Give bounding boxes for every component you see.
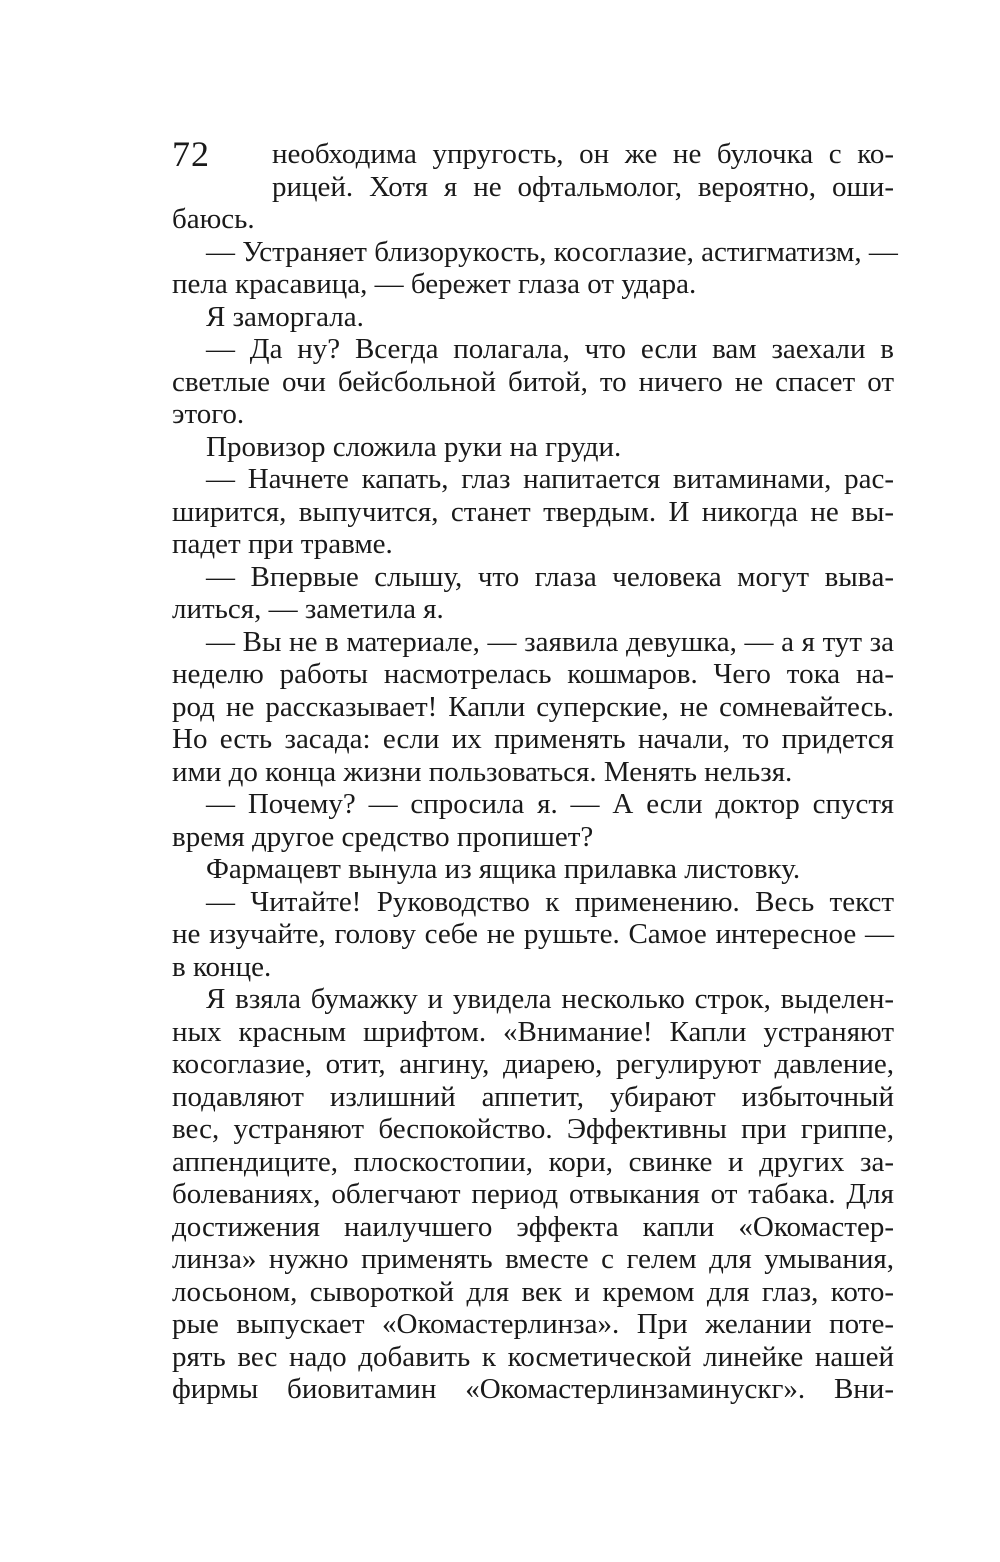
text-line: — Начнете капать, глаз напитается витаминами, рас- (206, 463, 894, 495)
text-line: рять вес надо добавить к косметической линейке нашей (172, 1340, 894, 1373)
text-line: косоглазие, отит, ангину, диарею, регулируют давление, (172, 1048, 894, 1080)
text-line: падет при травме. (172, 528, 393, 560)
text-line: ими до конца жизни пользоваться. Менять нельзя. (172, 755, 793, 788)
text-line: — Впервые слышу, что глаза человека могут вывa- (206, 560, 894, 593)
text-line: в конце. (172, 950, 272, 983)
text-line: этого. (172, 398, 245, 430)
text-line: неделю работы насмотрелась кошмаров. Чего тока на- (172, 658, 894, 690)
text-line: Провизор сложила руки на груди. (206, 430, 622, 463)
text-line: не изучайте, голову себе не рушьте. Самое интересное — (172, 918, 894, 950)
text-line: литься, — заметила я. (172, 593, 444, 625)
text-line: род не рассказывает! Капли суперские, не сомневайтесь. (172, 690, 894, 723)
text-line: — Вы не в материале, — заявила девушка, — а я тут за (206, 625, 894, 658)
text-line: — Да ну? Всегда полагала, что если вам заехали в (206, 333, 894, 365)
text-line: светлые очи бейсбольной битой, то ничего не спасет от (172, 365, 894, 398)
body-text (172, 138, 898, 1406)
text-line: линза» нужно применять вместе с гелем для умывания, (172, 1243, 894, 1275)
text-line: баюсь. (172, 203, 255, 235)
text-line: ширится, выпучится, станет твердым. И никогда не вы- (172, 495, 894, 528)
text-line: лосьоном, сывороткой для век и кремом для глаз, кото- (172, 1275, 894, 1308)
text-line: — Почему? — спросила я. — А если доктор спустя (206, 788, 894, 820)
text-line: время другое средство пропишет? (172, 820, 594, 853)
text-line: фирмы биовитамин «Окомастерлинзаминускг». Вни- (172, 1373, 894, 1405)
text-line: достижения наилучшего эффекта капли «Окомастер- (172, 1210, 894, 1243)
text-line: — Читайте! Руководство к применению. Весь текст (206, 885, 894, 918)
text-line: Я взяла бумажку и увидела несколько строк, выделен- (206, 983, 894, 1015)
text-line: Фармацевт вынула из ящика прилавка листовку. (206, 853, 801, 885)
text-line: аппендиците, плоскостопии, кори, свинке и других за- (172, 1145, 894, 1178)
text-line: пела красавица, — бережет глаза от удара. (172, 268, 697, 300)
text-line: рые выпускает «Окомастерлинза». При желании поте- (172, 1308, 894, 1340)
text-line: ных красным шрифтом. «Внимание! Капли устраняют (172, 1015, 894, 1048)
text-line: вес, устраняют беспокойство. Эффективны при гриппе, (172, 1113, 894, 1145)
text-line: рицей. Хотя я не офтальмолог, вероятно, оши- (272, 170, 894, 203)
text-line: Я заморгала. (206, 300, 364, 333)
page-number: 72 (172, 134, 210, 174)
text-line: болеваниях, облегчают период отвыкания от табака. Для (172, 1178, 894, 1210)
text-line: подавляют излишний аппетит, убирают избыточный (172, 1080, 894, 1113)
text-line: — Устраняет близорукость, косоглазие, астигматизм, — (206, 235, 898, 268)
text-line: Но есть засада: если их применять начали, то придется (172, 723, 894, 755)
text-line: необходима упругость, он же не булочка с ко- (272, 138, 894, 170)
